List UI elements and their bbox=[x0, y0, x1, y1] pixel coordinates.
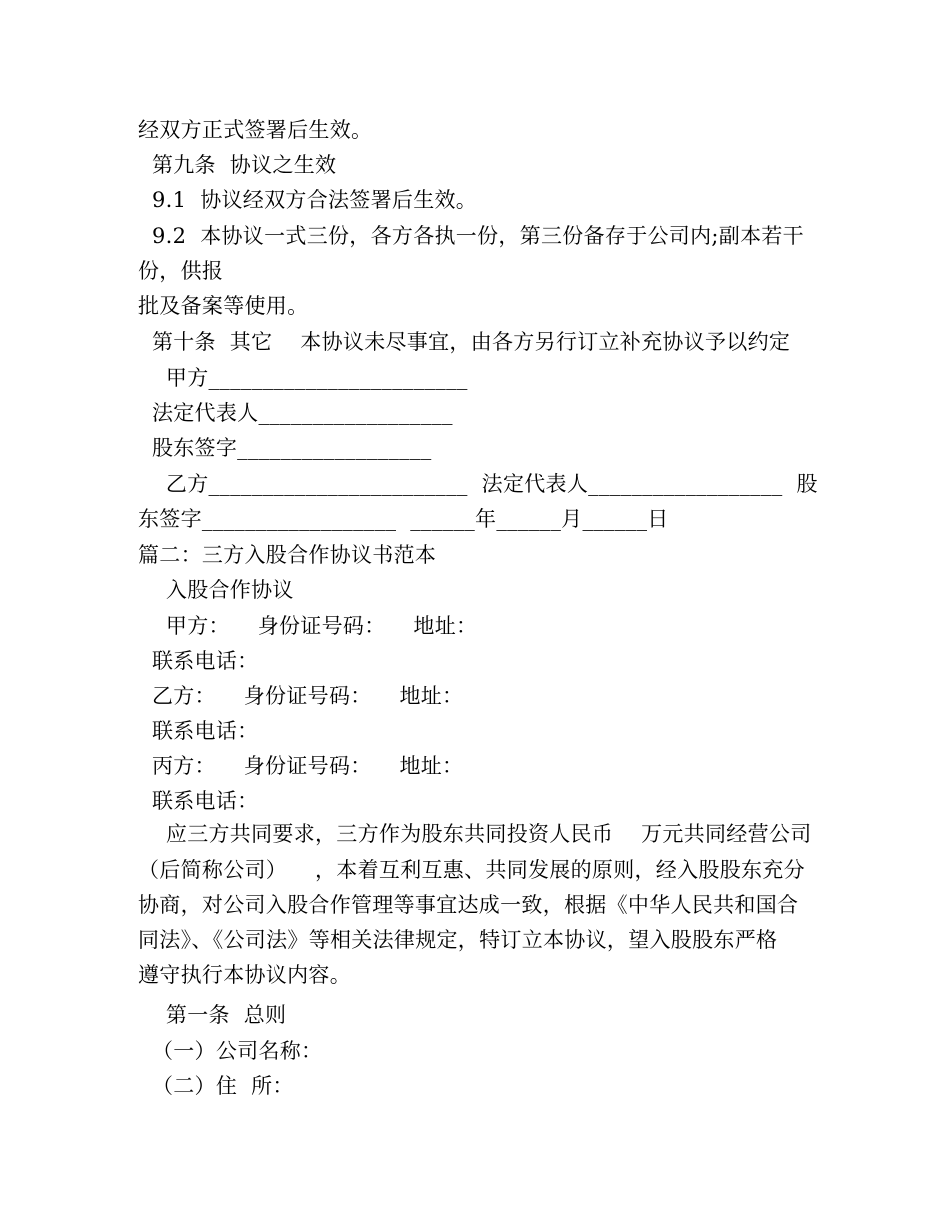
text-line: （一）公司名称： bbox=[138, 1039, 323, 1063]
text-line: （后简称公司） ，本着互利互惠、共同发展的原则，经入股股东充分 bbox=[138, 858, 805, 882]
party-b-phone: 联系电话： bbox=[138, 719, 259, 743]
signature-line-party-b: 乙方________________________ 法定代表人__________________ 股 bbox=[138, 472, 818, 496]
signature-line-legal-rep: 法定代表人__________________ bbox=[138, 401, 453, 425]
text-line: 协商，对公司入股合作管理等事宜达成一致，根据《中华人民共和国合 bbox=[138, 893, 799, 917]
text-line: 第十条 其它 本协议未尽事宜，由各方另行订立补充协议予以约定 bbox=[138, 330, 791, 354]
text-line: 份，供报 bbox=[138, 259, 224, 283]
text-line: 第九条 协议之生效 bbox=[138, 153, 337, 177]
party-a-info: 甲方： 身份证号码： 地址： bbox=[138, 614, 478, 638]
article-heading: 第一条 总则 bbox=[138, 1003, 287, 1027]
text-line: 应三方共同要求，三方作为股东共同投资人民币 万元共同经营公司 bbox=[138, 822, 812, 846]
text-line: 9.2 本协议一式三份，各方各执一份，第三份备存于公司内;副本若干 bbox=[138, 224, 804, 248]
signature-line-shareholder: 股东签字__________________ bbox=[138, 436, 432, 460]
signature-line-party-a: 甲方________________________ bbox=[138, 366, 468, 390]
signature-date-line: 东签字__________________ ______年______月______日 bbox=[138, 507, 669, 531]
section-heading: 篇二：三方入股合作协议书范本 bbox=[138, 543, 437, 567]
party-a-phone: 联系电话： bbox=[138, 649, 259, 673]
text-line: 9.1 协议经双方合法签署后生效。 bbox=[138, 188, 478, 212]
text-line: 经双方正式签署后生效。 bbox=[138, 118, 373, 142]
text-line: 批及备案等使用。 bbox=[138, 294, 309, 318]
text-line: （二）住 所： bbox=[138, 1074, 294, 1098]
party-c-phone: 联系电话： bbox=[138, 789, 259, 813]
text-line: 遵守执行本协议内容。 bbox=[138, 963, 351, 987]
party-c-info: 丙方： 身份证号码： 地址： bbox=[138, 754, 464, 778]
party-b-info: 乙方： 身份证号码： 地址： bbox=[138, 684, 464, 708]
text-line: 同法》、《公司法》等相关法律规定，特订立本协议，望入股股东严格 bbox=[138, 928, 778, 952]
agreement-title: 入股合作协议 bbox=[138, 578, 294, 602]
